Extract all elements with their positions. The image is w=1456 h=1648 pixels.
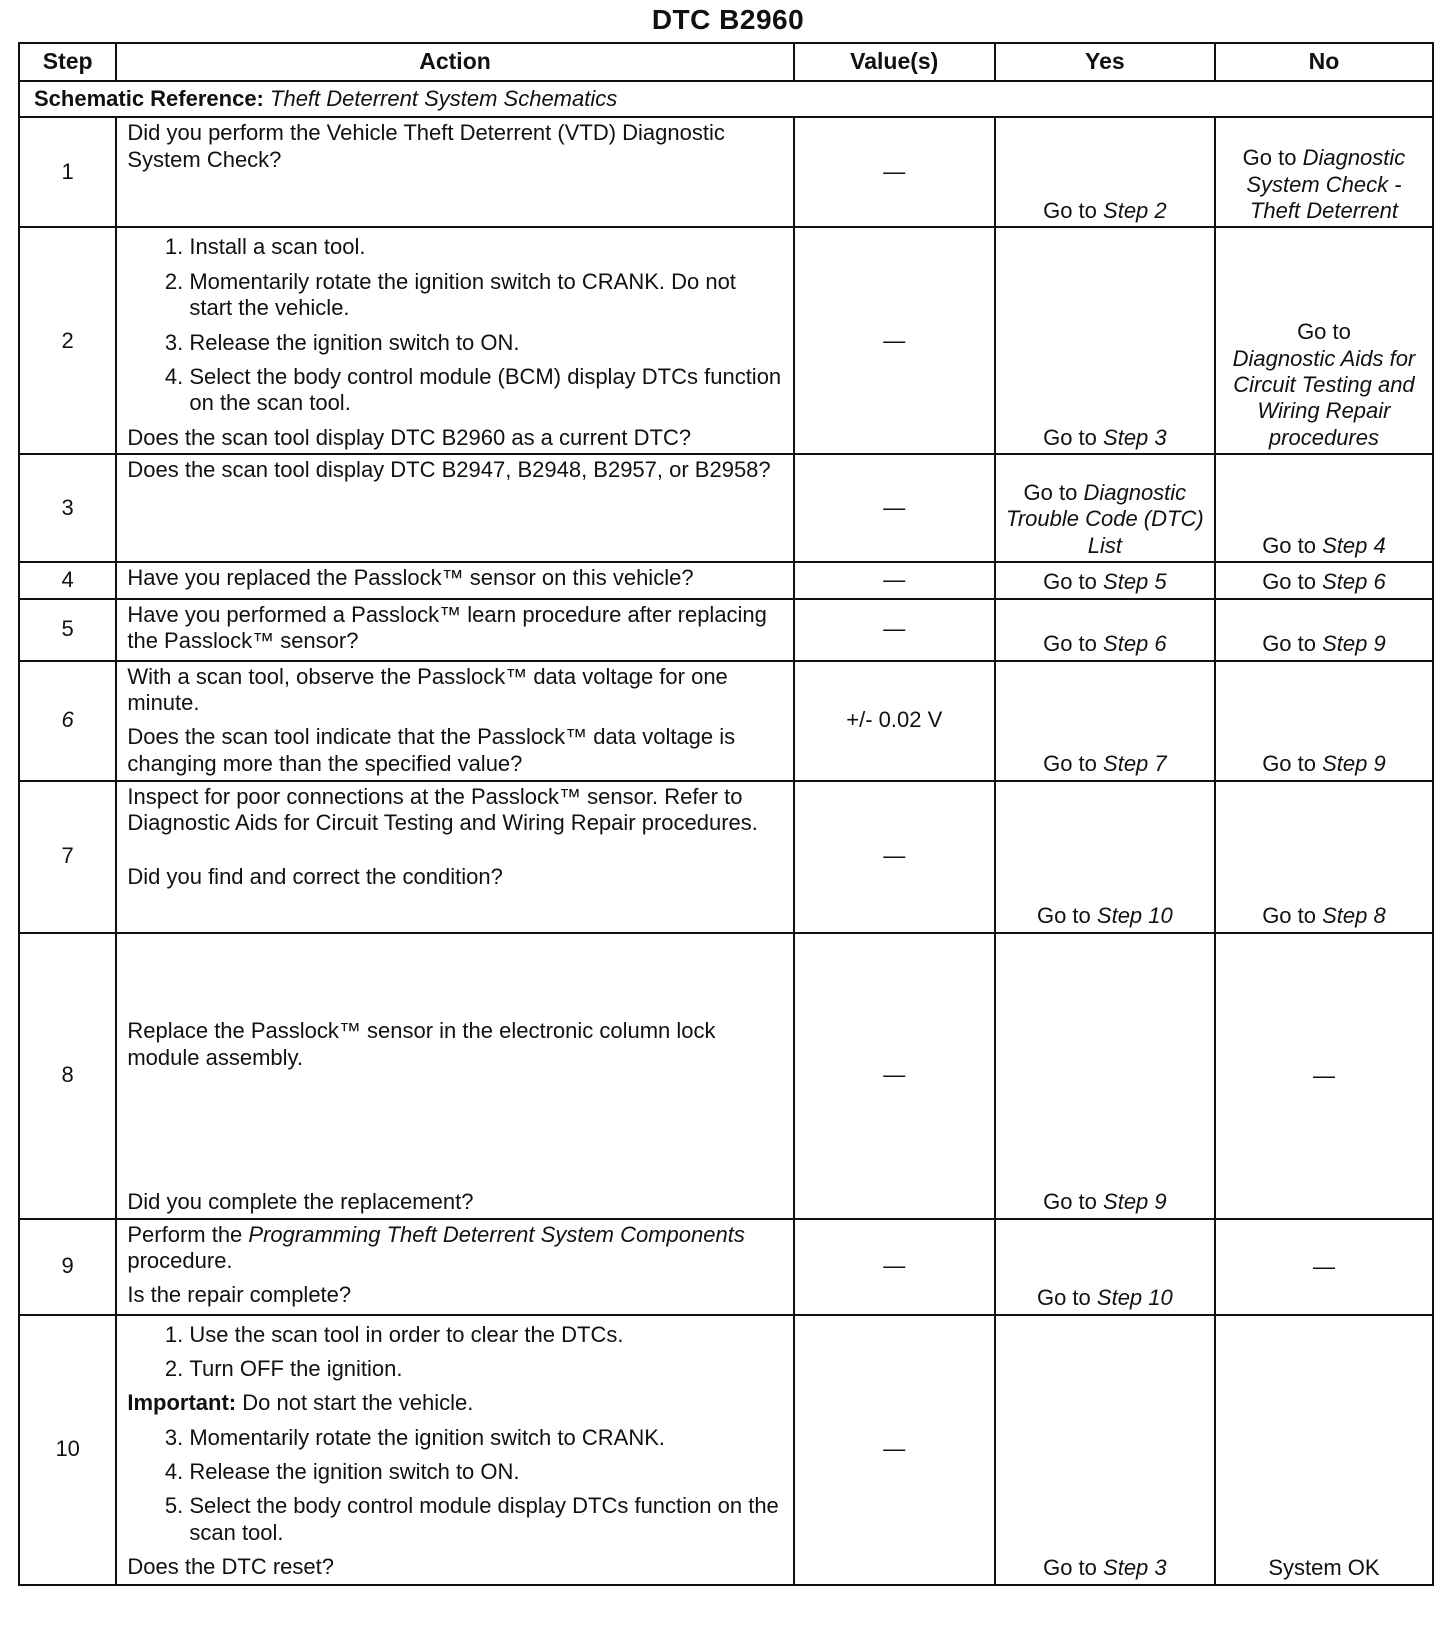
no-cell — [1215, 599, 1433, 661]
go-to-label: Go to — [1043, 1189, 1097, 1215]
important-text: Do not start the vehicle. — [242, 1390, 474, 1416]
value-cell: — — [794, 933, 995, 1219]
step-row-2 — [19, 227, 1433, 454]
go-to-label: Go to — [1036, 903, 1091, 929]
yes-step-link: Step 6 — [1103, 631, 1167, 657]
list-item: 2. Momentarily rotate the ignition switch to CRANK. Do not start the vehicle. — [189, 269, 782, 322]
header-yes: Yes — [995, 43, 1215, 81]
go-to-label: Go to — [1043, 198, 1097, 223]
action-question: Is the repair complete? — [127, 1282, 352, 1308]
go-to-label: Go to — [1043, 751, 1097, 777]
list-item: 5. Select the body control module display DTCs function on the scan tool. — [189, 1493, 782, 1546]
step-number: 5 — [19, 599, 116, 661]
yes-cell — [995, 1315, 1215, 1585]
value-cell: — — [794, 599, 995, 661]
no-step-link: Diagnostic Aids for Circuit Testing and Wiring Repair procedures — [1232, 345, 1416, 450]
value-cell: — — [794, 562, 995, 598]
go-to-label: Go to — [1242, 145, 1297, 171]
action-text: Does the scan tool display DTC B2947, B2948, B2957, or B2958? — [116, 454, 793, 562]
step-row-9 — [19, 1219, 1433, 1315]
action-pre: Perform the — [127, 1221, 243, 1247]
header-row — [19, 43, 1433, 81]
value-cell: — — [794, 1315, 995, 1585]
step-number: 1 — [19, 117, 116, 227]
no-step-link: Step 4 — [1322, 532, 1386, 558]
list-item: 3. Momentarily rotate the ignition switch to CRANK. — [189, 1425, 782, 1451]
list-item: 3. Release the ignition switch to ON. — [189, 330, 782, 356]
yes-step-link: Diagnostic Trouble Code (DTC) List — [1006, 479, 1204, 558]
schematic-reference-row — [19, 81, 1433, 117]
action-question: Did you complete the replacement? — [127, 1189, 474, 1215]
step-number: 3 — [19, 454, 116, 562]
go-to-label: Go to — [1043, 569, 1097, 595]
yes-cell — [995, 1219, 1215, 1315]
yes-step-link: Step 10 — [1096, 1285, 1173, 1311]
yes-cell — [995, 562, 1215, 598]
action-cell — [116, 933, 793, 1219]
yes-step-link: Step 9 — [1103, 1189, 1167, 1215]
action-text — [127, 1222, 782, 1275]
diagnostic-table — [18, 42, 1434, 1586]
no-step-link: Step 6 — [1322, 569, 1386, 595]
no-step-link: Step 8 — [1322, 903, 1386, 929]
go-to-label: Go to — [1043, 631, 1097, 657]
step-row-3 — [19, 454, 1433, 562]
action-list — [127, 1425, 782, 1547]
yes-step-link: Step 10 — [1096, 903, 1173, 929]
yes-cell — [995, 454, 1215, 562]
step-row-10 — [19, 1315, 1433, 1585]
no-cell: — — [1215, 933, 1433, 1219]
step-number: 2 — [19, 227, 116, 454]
go-to-label: Go to — [1262, 903, 1316, 929]
action-cell — [116, 661, 793, 781]
go-to-label: Go to — [1262, 532, 1316, 558]
action-cell — [116, 781, 793, 933]
go-to-label: Go to — [1262, 751, 1316, 777]
step-row-4 — [19, 562, 1433, 598]
go-to-label: Go to — [1036, 1285, 1091, 1311]
go-to-label: Go to — [1043, 1555, 1097, 1581]
go-to-label: Go to — [1297, 319, 1351, 345]
list-item: 4. Select the body control module (BCM) display DTCs function on the scan tool. — [189, 364, 782, 417]
action-text: With a scan tool, observe the Passlock™ data voltage for one minute. — [127, 663, 728, 715]
no-cell — [1215, 661, 1433, 781]
action-text: Replace the Passlock™ sensor in the electronic column lock module assembly. — [127, 1018, 716, 1070]
action-cell — [116, 227, 793, 454]
no-cell — [1215, 454, 1433, 562]
step-row-5 — [19, 599, 1433, 661]
go-to-label: Go to — [1023, 479, 1078, 505]
step-number: 8 — [19, 933, 116, 1219]
action-text: Have you performed a Passlock™ learn procedure after replacing the Passlock™ sensor? — [116, 599, 793, 661]
step-row-1 — [19, 117, 1433, 227]
no-cell — [1215, 117, 1433, 227]
schematic-link: Theft Deterrent System Schematics — [270, 86, 618, 111]
value-cell: — — [794, 117, 995, 227]
header-values: Value(s) — [794, 43, 995, 81]
yes-step-link: Step 7 — [1103, 751, 1167, 777]
action-text: Have you replaced the Passlock™ sensor on this vehicle? — [116, 562, 793, 598]
step-row-7 — [19, 781, 1433, 933]
no-step-link: Step 9 — [1322, 631, 1386, 657]
list-item: 1. Use the scan tool in order to clear the DTCs. — [189, 1322, 782, 1348]
yes-cell — [995, 599, 1215, 661]
step-number: 4 — [19, 562, 116, 598]
go-to-label: Go to — [1262, 631, 1316, 657]
yes-cell — [995, 933, 1215, 1219]
step-number: 7 — [19, 781, 116, 933]
action-question: Does the scan tool indicate that the Passlock™ data voltage is changing more than the specified value? — [127, 724, 736, 776]
yes-step-link: Step 3 — [1103, 1555, 1167, 1581]
list-item: 4. Release the ignition switch to ON. — [189, 1459, 782, 1485]
go-to-label: Go to — [1043, 424, 1097, 450]
procedure-link: Programming Theft Deterrent System Components — [248, 1221, 745, 1247]
action-text: Did you perform the Vehicle Theft Deterrent (VTD) Diagnostic System Check? — [116, 117, 793, 227]
action-question: Did you find and correct the condition? — [127, 864, 503, 890]
yes-step-link: Step 2 — [1103, 198, 1167, 223]
action-cell — [116, 1219, 793, 1315]
action-question: Does the scan tool display DTC B2960 as a current DTC? — [127, 424, 692, 450]
yes-step-link: Step 3 — [1103, 424, 1167, 450]
important-note — [127, 1390, 782, 1416]
value-cell: — — [794, 781, 995, 933]
action-cell — [116, 1315, 793, 1585]
value-cell: — — [794, 454, 995, 562]
step-row-8 — [19, 933, 1433, 1219]
important-label: Important: — [127, 1390, 237, 1416]
action-list — [127, 1322, 782, 1383]
schematic-label: Schematic Reference: — [34, 86, 264, 111]
step-number: 10 — [19, 1315, 116, 1585]
yes-cell — [995, 227, 1215, 454]
action-list — [127, 234, 782, 416]
step-number: 6 — [19, 661, 116, 781]
header-action: Action — [116, 43, 793, 81]
yes-cell — [995, 117, 1215, 227]
action-question: Does the DTC reset? — [127, 1554, 334, 1580]
list-item: 1. Install a scan tool. — [189, 234, 782, 260]
header-step: Step — [19, 43, 116, 81]
action-text: Inspect for poor connections at the Passlock™ sensor. Refer to Diagnostic Aids for Circuit Testing and Wiring Repair procedures. — [127, 783, 758, 835]
go-to-label: Go to — [1262, 569, 1316, 595]
value-cell: — — [794, 1219, 995, 1315]
step-number: 9 — [19, 1219, 116, 1315]
yes-cell — [995, 661, 1215, 781]
yes-step-link: Step 5 — [1103, 569, 1167, 595]
no-cell: — — [1215, 1219, 1433, 1315]
value-cell: +/- 0.02 V — [794, 661, 995, 781]
no-cell: System OK — [1215, 1315, 1433, 1585]
schematic-reference — [19, 81, 1433, 117]
no-step-link: Diagnostic System Check - Theft Deterrent — [1246, 145, 1406, 223]
action-post: procedure. — [127, 1247, 233, 1273]
list-item: 2. Turn OFF the ignition. — [189, 1356, 782, 1382]
header-no: No — [1215, 43, 1433, 81]
no-cell — [1215, 227, 1433, 454]
no-step-link: Step 9 — [1322, 751, 1386, 777]
no-cell — [1215, 781, 1433, 933]
yes-cell — [995, 781, 1215, 933]
page-title: DTC B2960 — [651, 4, 805, 35]
no-cell — [1215, 562, 1433, 598]
step-row-6 — [19, 661, 1433, 781]
value-cell: — — [794, 227, 995, 454]
